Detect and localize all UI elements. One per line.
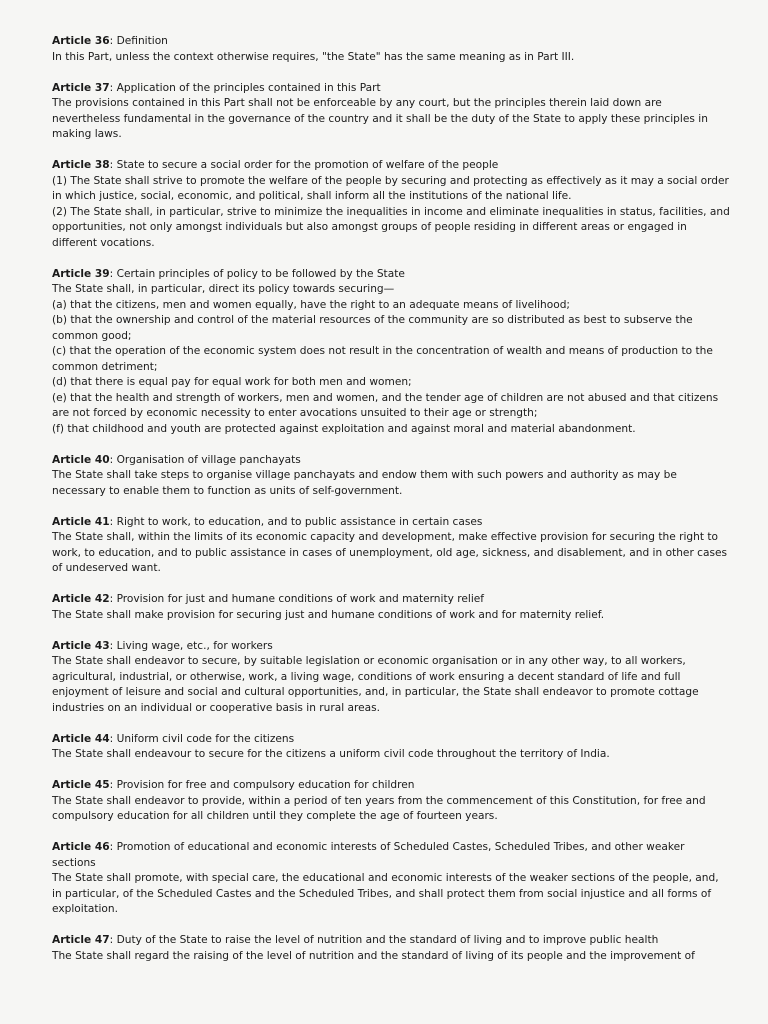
article-body: In this Part, unless the context otherwise requires, "the State" has the same meaning as in Part III.: [52, 50, 575, 63]
article-heading: Article 39: Certain principles of policy to be followed by the State: [52, 267, 405, 280]
article-label: Article 41: [52, 515, 110, 528]
clause-c: (c) that the operation of the economic system does not result in the concentration of wealth and means of production to the common detriment;: [52, 345, 713, 373]
article-title: Living wage, etc., for workers: [116, 639, 273, 652]
article-47: [52, 933, 730, 964]
article-label: Article 40: [52, 453, 110, 466]
clause-e: (e) that the health and strength of workers, men and women, and the tender age of children are not abused and that citizens are not forced by economic necessity to enter avocations unsuited to their age or strength;: [52, 391, 719, 419]
article-label: Article 36: [52, 35, 110, 47]
clause-d: (d) that there is equal pay for equal work for both men and women;: [52, 376, 412, 388]
article-heading: Article 43: Living wage, etc., for workers: [52, 639, 273, 652]
article-title: Uniform civil code for the citizens: [116, 732, 295, 745]
article-label: Article 45: [52, 779, 110, 791]
article-body: The State shall, within the limits of its economic capacity and development, make effective provision for securing the right to work, to education, and to public assistance in cases of unemployment, old age, sickness, and disablement, and in other cases of undeserved want.: [52, 531, 728, 574]
article-38: [52, 158, 730, 251]
article-label: Article 43: [52, 639, 110, 652]
article-title: State to secure a social order for the promotion of welfare of the people: [116, 159, 499, 171]
article-body: The State shall regard the raising of the level of nutrition and the standard of living of its people and the improvement of: [52, 949, 695, 962]
article-heading: Article 42: Provision for just and humane conditions of work and maternity relief: [52, 593, 485, 605]
article-36: [52, 34, 730, 65]
article-label: Article 37: [52, 81, 110, 94]
clause-b: (b) that the ownership and control of the material resources of the community are so distributed as best to subserve the common good;: [52, 314, 693, 342]
article-label: Article 46: [52, 841, 110, 853]
article-title: Promotion of educational and economic interests of Scheduled Castes, Scheduled Tribes, and other weaker sections: [52, 841, 685, 869]
article-label: Article 47: [52, 934, 110, 946]
article-body: The provisions contained in this Part shall not be enforceable by any court, but the principles therein laid down are nevertheless fundamental in the governance of the country and it shall be the duty of the State to apply these principles in making laws.: [52, 97, 708, 140]
article-heading: Article 47: Duty of the State to raise the level of nutrition and the standard of living and to improve public health: [52, 934, 659, 946]
clause-1: (1) The State shall strive to promote the welfare of the people by securing and protecting as effectively as it may a social order in which justice, social, economic, and political, shall inform all the institutions of the national life.: [52, 174, 729, 202]
article-label: Article 39: [52, 267, 110, 280]
article-body: The State shall take steps to organise village panchayats and endow them with such powers and authority as may be necessary to enable them to function as units of self-government.: [52, 469, 677, 497]
article-title: Definition: [116, 35, 168, 47]
article-heading: Article 40: Organisation of village panchayats: [52, 453, 301, 466]
article-intro: The State shall, in particular, direct its policy towards securing—: [52, 283, 395, 295]
article-body: The State shall endeavor to secure, by suitable legislation or economic organisation or in any other way, to all workers, agricultural, industrial, or otherwise, work, a living wage, conditions of work ensuring a decent standard of life and full enjoyment of leisure and social and cultural opportunities, and, in particular, the State shall endeavor to promote cottage industries on an individual or cooperative basis in rural areas.: [52, 655, 699, 714]
article-46: [52, 840, 730, 918]
article-body: The State shall endeavor to provide, within a period of ten years from the commencement of this Constitution, for free and compulsory education for all children until they complete the age of fourteen years.: [52, 794, 706, 822]
article-heading: Article 37: Application of the principles contained in this Part: [52, 81, 381, 94]
article-heading: Article 45: Provision for free and compulsory education for children: [52, 779, 415, 791]
article-45: [52, 778, 730, 825]
article-40: [52, 453, 730, 500]
clause-f: (f) that childhood and youth are protected against exploitation and against moral and material abandonment.: [52, 422, 636, 435]
article-heading: Article 36: Definition: [52, 35, 168, 47]
article-title: Right to work, to education, and to public assistance in certain cases: [116, 515, 483, 528]
article-body: The State shall make provision for securing just and humane conditions of work and for maternity relief.: [52, 608, 605, 621]
article-title: Application of the principles contained in this Part: [116, 81, 381, 94]
article-heading: Article 41: Right to work, to education, and to public assistance in certain cases: [52, 515, 483, 528]
article-label: Article 44: [52, 732, 110, 745]
article-heading: Article 44: Uniform civil code for the citizens: [52, 732, 295, 745]
article-body: The State shall promote, with special care, the educational and economic interests of the weaker sections of the people, and, in particular, of the Scheduled Castes and the Scheduled Tribes, and shall protect them from social injustice and all forms of exploitation.: [52, 872, 719, 915]
article-43: [52, 639, 730, 717]
article-title: Provision for free and compulsory education for children: [116, 779, 415, 791]
article-body: The State shall endeavour to secure for the citizens a uniform civil code throughout the territory of India.: [52, 748, 610, 760]
article-title: Duty of the State to raise the level of nutrition and the standard of living and to improve public health: [116, 934, 659, 946]
article-heading: Article 38: State to secure a social order for the promotion of welfare of the people: [52, 159, 499, 171]
article-42: [52, 592, 730, 623]
article-heading: Article 46: Promotion of educational and economic interests of Scheduled Castes, Scheduled Tribes, and other weaker sections: [52, 841, 685, 869]
article-39: [52, 267, 730, 438]
clause-a: (a) that the citizens, men and women equally, have the right to an adequate means of livelihood;: [52, 298, 570, 311]
article-label: Article 38: [52, 159, 110, 171]
article-title: Provision for just and humane conditions of work and maternity relief: [116, 593, 485, 605]
clause-2: (2) The State shall, in particular, strive to minimize the inequalities in income and eliminate inequalities in status, facilities, and opportunities, not only amongst individuals but also amongst groups of people residing in different areas or engaged in different vocations.: [52, 205, 730, 249]
article-41: [52, 515, 730, 577]
article-44: [52, 732, 730, 763]
article-37: [52, 81, 730, 143]
article-title: Organisation of village panchayats: [116, 453, 301, 466]
article-label: Article 42: [52, 593, 110, 605]
article-title: Certain principles of policy to be followed by the State: [116, 267, 405, 280]
